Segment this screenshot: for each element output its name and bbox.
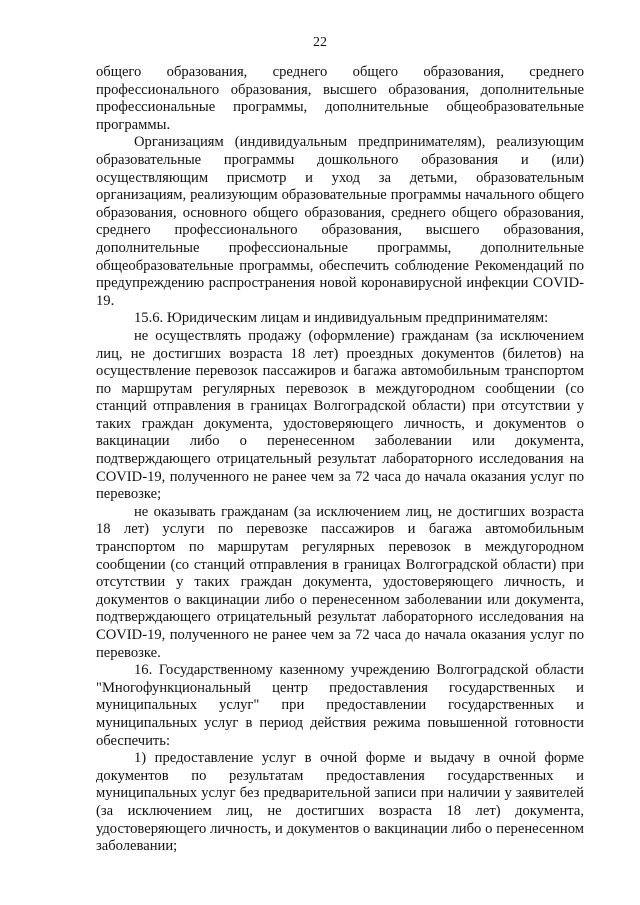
paragraph-16-item-1: 1) предоставление услуг в очной форме и выдачу в очной форме документов по результатам предоставления государственных и муниципальных услуг без предварительной записи при наличии у заявителей (за исключением лиц, не достигших возраста 18 лет) документа, удостоверяющего личность, и документов о вакцинации либо о перенесенном заболевании; [96, 750, 584, 855]
paragraph-transport-services: не оказывать гражданам (за исключением лиц, не достигших возраста 18 лет) услуги по перевозке пассажиров и багажа автомобильным транспортом по маршрутам регулярных перевозок в междугородном сообщении (со станций отправления в границах Волгоградской области) при отсутствии у таких граждан документа, удостоверяющего личность, и документов о вакцинации либо о перенесенном заболевании или документа, подтверждающего отрицательный результат лабораторного исследования на COVID-19, полученного не ранее чем за 72 часа до начала оказания услуг по перевозке. [96, 503, 584, 661]
paragraph-organizations: Организациям (индивидуальным предпринимателям), реализующим образовательные программы дошкольного образования и (или) осуществляющим присмотр и уход за детьми, образовательным организациям, реализующим образовательные программы начального общего образования, основного общего образования, среднего общего образования, среднего профессионального образования, высшего образования, дополнительные профессиональные программы, дополнительные общеобразовательные программы, обеспечить соблюдение Рекомендаций по предупреждению распространения новой коронавирусной инфекции COVID-19. [96, 134, 584, 309]
paragraph-ticket-sales: не осуществлять продажу (оформление) гражданам (за исключением лиц, не достигших возраста 18 лет) проездных документов (билетов) на осуществление перевозок пассажиров и багажа автомобильным транспортом по маршрутам регулярных перевозок в междугородном сообщении (со станций отправления в границах Волгоградской области) при отсутствии у таких граждан документа, удостоверяющего личность, и документов о вакцинации либо о перенесенном заболевании или документа, подтверждающего отрицательный результат лабораторного исследования на COVID-19, полученного не ранее чем за 72 часа до начала оказания услуг по перевозке; [96, 327, 584, 503]
document-body [96, 64, 584, 856]
page-number: 22 [313, 35, 327, 50]
paragraph-15-6-heading: 15.6. Юридическим лицам и индивидуальным предпринимателям: [134, 310, 549, 327]
paragraph-16-mfc: 16. Государственному казенному учреждению Волгоградской области "Многофункциональный центр предоставления государственных и муниципальных услуг" при предоставлении государственных и муниципальных услуг в период действия режима повышенной готовности обеспечить: [96, 662, 584, 749]
paragraph-education-list-end: общего образования, среднего общего образования, среднего профессионального образования, высшего образования, дополнительные профессиональные программы, дополнительные общеобразовательные программы. [96, 64, 584, 133]
